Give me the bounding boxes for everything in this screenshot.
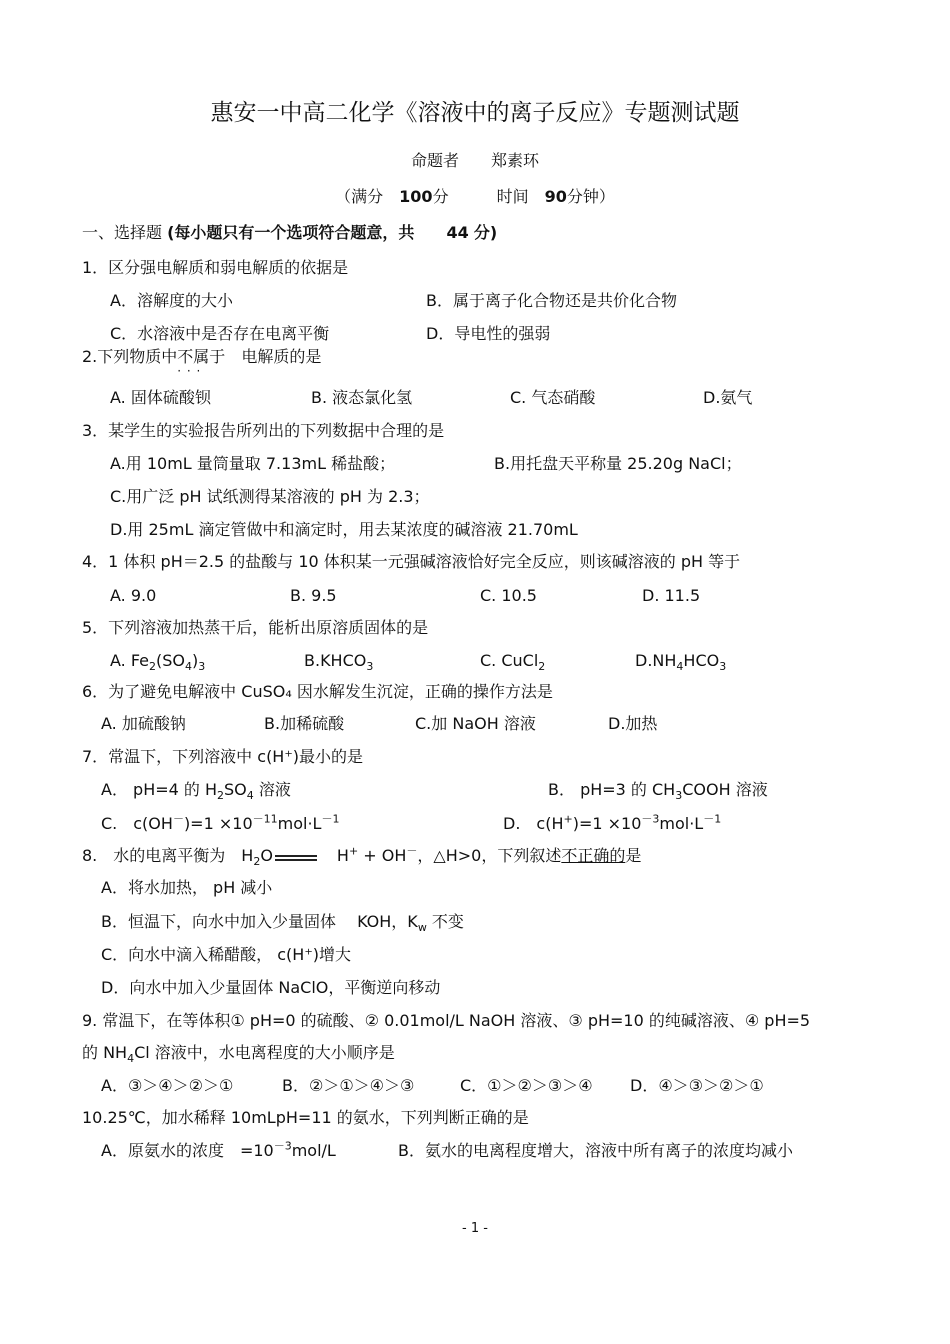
q4-option-c: C. 10.5 [480,586,537,605]
page-title: 惠安一中高二化学《溶液中的离子反应》专题测试题 [210,100,740,126]
q5-option-d: $D.NH_4HCO_3$ [635,651,727,674]
q3-option-d: D.用 25mL 滴定管做中和滴定时，用去某浓度的碱溶液 21.70mL [110,520,578,539]
q6-option-a: A. 加硫酸钠 [101,714,186,733]
q8-option-d: D．向水中加入少量固体 NaClO，平衡逆向移动 [101,978,441,997]
section-heading: 一、选择题 (每小题只有一个选项符合题意，共 44 分) [82,223,498,242]
q4-option-d: D. 11.5 [642,586,701,605]
q9-option-a: A．③＞④＞②＞① [101,1076,234,1095]
q1-option-b: B．属于离子化合物还是共价化合物 [426,291,677,310]
q2-stem: 2.下列物质中不属于 · · · 电解质的是 [82,347,321,367]
q1-option-d: D．导电性的强弱 [426,324,551,343]
score-line: （满分 100分 时间 90分钟） [335,187,615,206]
q5-stem: 5．下列溶液加热蒸干后，能析出原溶质固体的是 [82,618,429,637]
q6-option-d: D.加热 [608,714,658,733]
q4-stem: 4．1 体积 pH＝2.5 的盐酸与 10 体积某一元强碱溶液恰好完全反应，则该碱溶液的 pH 等于 [82,552,741,571]
q7-option-a: A． pH=4 的 $H_2SO_4$ 溶液 [101,780,291,803]
q4-option-b: B. 9.5 [290,586,337,605]
q5-option-a: A. $Fe_2(SO_4)_3$ [110,651,206,674]
q3-option-c: C.用广泛 pH 试纸测得某溶液的 pH 为 2.3； [110,487,430,506]
q6-option-b: B.加稀硫酸 [264,714,345,733]
page-number: - 1 - [462,1221,488,1236]
author-line: 命题者 郑素环 [410,151,539,170]
q10-option-b: B．氨水的电离程度增大，溶液中所有离子的浓度均减小 [398,1141,793,1160]
q1-option-c: C．水溶液中是否存在电离平衡 [110,324,330,343]
q10-stem: 10.25℃，加水稀释 10mLpH=11 的氨水，下列判断正确的是 [82,1108,529,1127]
q1-stem: 1．区分强电解质和弱电解质的依据是 [82,258,349,277]
q8-option-b: B．恒温下，向水中加入少量固体 KOH，$K_w$ 不变 [101,912,464,935]
q10-option-a: A．原氨水的浓度 $=10^{-3}mol/L$ [101,1139,336,1160]
q7-option-c: C. $c(OH^-)=1 \times 10^{-11}mol\cdot L^{-1}$ [101,812,340,833]
q6-option-c: C.加 NaOH 溶液 [415,714,536,733]
q3-stem: 3．某学生的实验报告所列出的下列数据中合理的是 [82,421,445,440]
q2-option-b: B. 液态氯化氢 [311,388,413,407]
equilibrium-arrow-icon [275,852,317,862]
q7-stem: 7．常温下，下列溶液中 c(H⁺)最小的是 [82,747,364,766]
q2-option-d: D.氨气 [703,388,753,407]
q7-option-b: B． pH=3 的 $CH_3COOH$ 溶液 [548,780,768,803]
q5-option-c: C. CuCl$_2$ [480,651,546,674]
q9-option-b: B．②＞①＞④＞③ [282,1076,415,1095]
q6-stem: 6．为了避免电解液中 CuSO₄ 因水解发生沉淀，正确的操作方法是 [82,682,553,701]
q4-option-a: A. 9.0 [110,586,157,605]
q9-option-d: D．④＞③＞②＞① [630,1076,764,1095]
q5-option-b: $B.KHCO_3$ [304,651,374,674]
q9-option-c: C．①＞②＞③＞④ [460,1076,593,1095]
q3-option-a: A.用 10mL 量筒量取 7.13mL 稀盐酸； [110,454,396,473]
q9-stem-line1: 9. 常温下，在等体积① pH=0 的硫酸、② 0.01mol/L NaOH 溶液、③ pH=10 的纯碱溶液、④ pH=5 [82,1011,811,1030]
q3-option-b: B.用托盘天平称量 25.20g NaCl； [494,454,742,473]
q8-option-c: C．向水中滴入稀醋酸， c(H⁺)增大 [101,945,352,964]
q9-stem-line2: 的 $NH_4Cl$ 溶液中，水电离程度的大小顺序是 [82,1043,395,1066]
q7-option-d: D. $c(H^+)=1 \times 10^{-3}mol\cdot L^{-1}$ [503,812,722,833]
q8-option-a: A．将水加热， pH 减小 [101,878,273,897]
q2-option-c: C. 气态硝酸 [510,388,596,407]
q2-option-a: A. 固体硫酸钡 [110,388,211,407]
q1-option-a: A．溶解度的大小 [110,291,233,310]
q8-stem: 8. 水的电离平衡为 $H_2O$ H+ + OH－，△H>0，下列叙述不正确的是 [82,844,642,869]
